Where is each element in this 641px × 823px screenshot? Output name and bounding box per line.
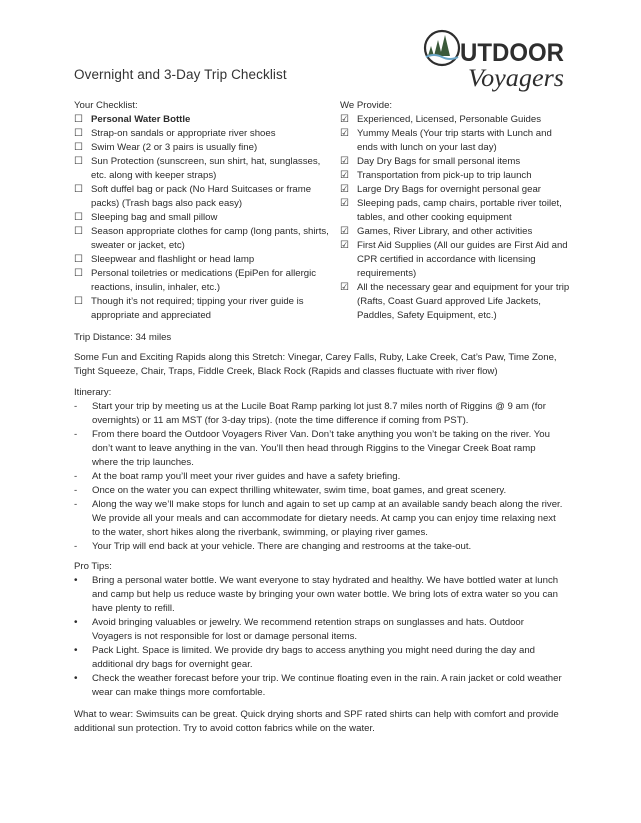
- provide-item: [340, 183, 572, 197]
- itinerary-item-text: From there board the Outdoor Voyagers River Van. Don’t take anything you won’t be taking on the river. You don’t want to leave anything in the van. You’ll then head through Riggins to the Vinegar Creek Boat ramp where the trip launches.: [92, 429, 550, 468]
- checkbox-empty-icon: ☐: [74, 128, 83, 139]
- checkbox-empty-icon: ☐: [74, 142, 83, 153]
- checklist-item: [74, 295, 336, 323]
- pro-tips-items: [74, 574, 564, 700]
- checkbox-empty-icon: ☐: [74, 114, 83, 125]
- checklist-item: [74, 211, 336, 225]
- checklist-section: [74, 99, 336, 323]
- checklist-item-text: Strap-on sandals or appropriate river shoes: [91, 128, 276, 139]
- checkbox-checked-icon: ☑: [340, 170, 349, 181]
- provide-item-text: Day Dry Bags for small personal items: [357, 156, 521, 167]
- itinerary-item: [74, 484, 564, 498]
- provide-item-text: Yummy Meals (Your trip starts with Lunch and ends with lunch on your last day): [357, 128, 552, 153]
- checklist-heading: Your Checklist:: [74, 100, 138, 111]
- checkbox-empty-icon: ☐: [74, 296, 83, 307]
- checklist-item: [74, 141, 336, 155]
- pro-tip-text: Bring a personal water bottle. We want everyone to stay hydrated and healthy. We have bottled water at lunch and camp but help us reduce waste by bringing your own water bottle. We bring lots of extra water so you can have plenty to refill.: [92, 575, 559, 614]
- provide-items: [340, 113, 572, 323]
- dash-marker: -: [74, 471, 78, 482]
- itinerary-item: [74, 428, 564, 470]
- provide-item-text: First Aid Supplies (All our guides are First Aid and CPR certified in accordance with licensing requirements): [357, 240, 568, 279]
- checkbox-empty-icon: ☐: [74, 156, 83, 167]
- bullet-icon: •: [74, 673, 78, 684]
- pro-tip-text: Check the weather forecast before your trip. We continue floating even in the rain. A rain jacket or cold weather wear can make things more comfortable.: [92, 673, 562, 698]
- itinerary-section: [74, 386, 564, 554]
- provide-item-text: Large Dry Bags for overnight personal gear: [357, 184, 541, 195]
- checklist-item: [74, 183, 336, 211]
- provide-item: [340, 225, 572, 239]
- itinerary-items: [74, 400, 564, 554]
- pro-tip-text: Avoid bringing valuables or jewelry. We recommend retention straps on sunglasses and hats. Outdoor Voyagers is not responsible for lost or damage personal items.: [92, 617, 524, 642]
- checklist-items: [74, 113, 336, 323]
- itinerary-item: [74, 400, 564, 428]
- provide-item: [340, 155, 572, 169]
- provide-item-text: Experienced, Licensed, Personable Guides: [357, 114, 541, 125]
- rapids-paragraph: Some Fun and Exciting Rapids along this Stretch: Vinegar, Carey Falls, Ruby, Lake Creek, Cat’s Paw, Time Zone, Tight Squeeze, Chair, Traps, Fiddle Creek, Black Rock (Rapids and classes fluctuate with river flow): [74, 352, 557, 377]
- itinerary-item-text: Start your trip by meeting us at the Lucile Boat Ramp parking lot just 8.7 miles north of Riggins @ 9 am (for overnights) or 11 am MST (for 3-day trips). (note the time difference if coming from PST).: [92, 401, 546, 426]
- bullet-icon: •: [74, 575, 78, 586]
- checkbox-checked-icon: ☑: [340, 240, 349, 251]
- checklist-item: [74, 225, 336, 253]
- bullet-icon: •: [74, 645, 78, 656]
- pro-tip-item: [74, 644, 564, 672]
- itinerary-item-text: At the boat ramp you’ll meet your river guides and have a safety briefing.: [92, 471, 401, 482]
- checklist-item-text: Soft duffel bag or pack (No Hard Suitcases or frame packs) (Trash bags also pack easy): [91, 184, 312, 209]
- outdoor-voyagers-logo: [420, 26, 570, 92]
- provide-item-text: Sleeping pads, camp chairs, portable river toilet, tables, and other cooking equipment: [357, 198, 562, 223]
- itinerary-item-text: Along the way we’ll make stops for lunch and again to set up camp at an available sandy beach along the river. We provide all your meals and can accommodate for dietary needs. At camp you can enjoy time relaxing next to the water, short hikes along the riverbank, swimming, or playing river games.: [92, 499, 563, 538]
- provide-item: [340, 281, 572, 323]
- checklist-item-text: Personal Water Bottle: [91, 114, 191, 125]
- pro-tip-item: [74, 574, 564, 616]
- dash-marker: -: [74, 485, 78, 496]
- provide-item-text: Transportation from pick-up to trip launch: [357, 170, 532, 181]
- checklist-item-text: Swim Wear (2 or 3 pairs is usually fine): [91, 142, 258, 153]
- provide-item: [340, 127, 572, 155]
- dash-marker: -: [74, 499, 78, 510]
- dash-marker: -: [74, 401, 78, 412]
- checkbox-empty-icon: ☐: [74, 268, 83, 279]
- pro-tip-text: Pack Light. Space is limited. We provide dry bags to access anything you might need during the day and additional dry bags for overnight gear.: [92, 645, 535, 670]
- checklist-item: [74, 127, 336, 141]
- checklist-item: [74, 267, 336, 295]
- page-title: Overnight and 3-Day Trip Checklist: [74, 67, 287, 82]
- pro-tips-heading: Pro Tips:: [74, 561, 112, 572]
- pro-tip-item: [74, 616, 564, 644]
- logo-brand-top: UTDOOR: [460, 39, 564, 67]
- checkbox-empty-icon: ☐: [74, 212, 83, 223]
- provide-item-text: All the necessary gear and equipment for your trip (Rafts, Coast Guard approved Life Jackets, Paddles, Safety Equipment, etc.): [357, 282, 570, 321]
- checklist-item-text: Sleeping bag and small pillow: [91, 212, 218, 223]
- itinerary-item: [74, 498, 564, 540]
- checklist-item-text: Sun Protection (sunscreen, sun shirt, hat, sunglasses, etc. along with keeper straps): [91, 156, 321, 181]
- logo-brand-bottom: Voyagers: [468, 65, 564, 92]
- provide-item: [340, 113, 572, 127]
- itinerary-heading: Itinerary:: [74, 387, 112, 398]
- pro-tip-item: [74, 672, 564, 700]
- trip-distance: Trip Distance: 34 miles: [74, 332, 172, 343]
- itinerary-item: [74, 470, 564, 484]
- bullet-icon: •: [74, 617, 78, 628]
- checkbox-checked-icon: ☑: [340, 226, 349, 237]
- checklist-item: [74, 113, 336, 127]
- checkbox-checked-icon: ☑: [340, 114, 349, 125]
- checklist-item-text: Season appropriate clothes for camp (long pants, shirts, sweater or jacket, etc): [91, 226, 329, 251]
- dash-marker: -: [74, 541, 78, 552]
- what-to-wear: What to wear: Swimsuits can be great. Quick drying shorts and SPF rated shirts can help with comfort and provide additional sun protection. Try to avoid cotton fabrics while on the water.: [74, 709, 559, 734]
- checkbox-checked-icon: ☑: [340, 184, 349, 195]
- provide-item: [340, 239, 572, 281]
- provide-section: [340, 99, 572, 323]
- checklist-item-text: Though it’s not required; tipping your river guide is appropriate and appreciated: [91, 296, 304, 321]
- checklist-item: [74, 253, 336, 267]
- provide-item: [340, 169, 572, 183]
- checklist-item: [74, 155, 336, 183]
- provide-item-text: Games, River Library, and other activities: [357, 226, 533, 237]
- checkbox-empty-icon: ☐: [74, 254, 83, 265]
- checkbox-empty-icon: ☐: [74, 184, 83, 195]
- checkbox-checked-icon: ☑: [340, 198, 349, 209]
- provide-item: [340, 197, 572, 225]
- checklist-item-text: Sleepwear and flashlight or head lamp: [91, 254, 255, 265]
- itinerary-item-text: Your Trip will end back at your vehicle. There are changing and restrooms at the take-out.: [92, 541, 472, 552]
- checkbox-checked-icon: ☑: [340, 128, 349, 139]
- checklist-item-text: Personal toiletries or medications (EpiPen for allergic reactions, insulin, inhaler, etc.): [91, 268, 317, 293]
- itinerary-item-text: Once on the water you can expect thrilling whitewater, swim time, boat games, and great scenery.: [92, 485, 507, 496]
- provide-heading: We Provide:: [340, 100, 393, 111]
- itinerary-item: [74, 540, 564, 554]
- checkbox-checked-icon: ☑: [340, 282, 349, 293]
- dash-marker: -: [74, 429, 78, 440]
- checkbox-checked-icon: ☑: [340, 156, 349, 167]
- checkbox-empty-icon: ☐: [74, 226, 83, 237]
- pro-tips-section: [74, 560, 564, 700]
